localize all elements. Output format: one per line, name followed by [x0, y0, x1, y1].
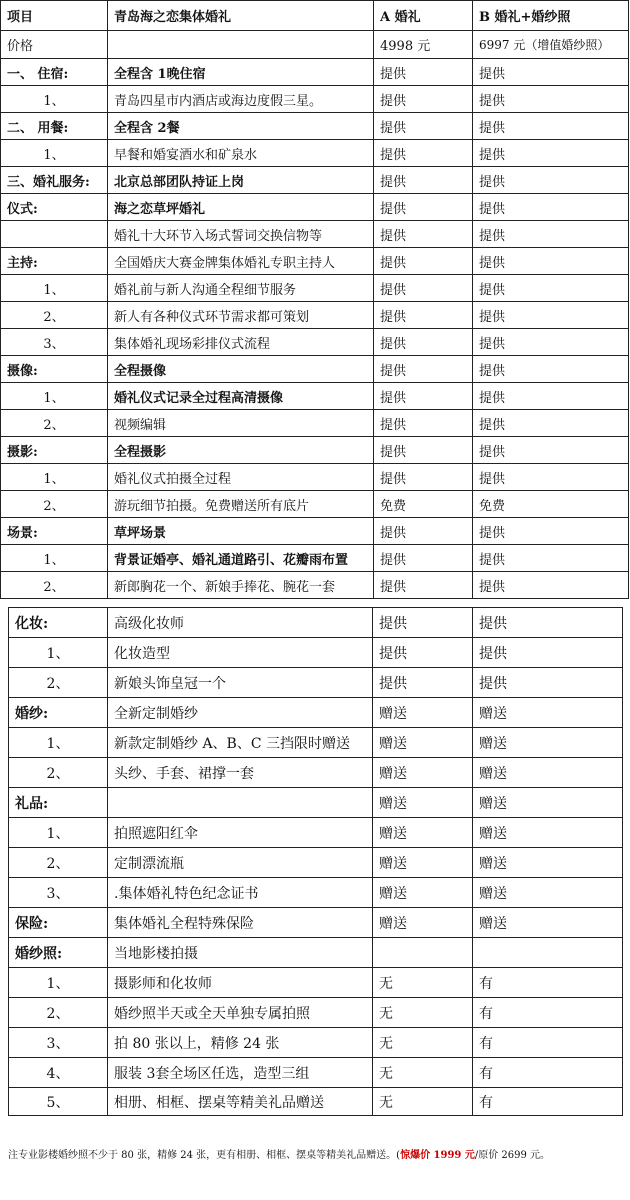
package-a-cell: 提供 — [374, 437, 473, 464]
table-row — [9, 998, 623, 1028]
package-a-cell: 赠送 — [373, 878, 473, 908]
table-row — [9, 878, 623, 908]
package-b-cell: 有 — [473, 1028, 623, 1058]
package-a-cell: 赠送 — [373, 788, 473, 818]
item-cell: 项目 — [1, 1, 108, 31]
item-cell: 4、 — [9, 1058, 108, 1088]
table-row — [9, 1088, 623, 1116]
table-header-row — [1, 1, 629, 31]
table-row — [1, 518, 629, 545]
package-b-cell: 有 — [473, 1088, 623, 1116]
package-b-cell: 提供 — [473, 221, 629, 248]
package-a-cell: 赠送 — [373, 698, 473, 728]
package-b-cell: 提供 — [473, 638, 623, 668]
description-cell: 定制漂流瓶 — [108, 848, 373, 878]
item-cell: 3、 — [1, 329, 108, 356]
item-cell: 2、 — [9, 758, 108, 788]
item-cell: 礼品: — [9, 788, 108, 818]
package-a-cell: 提供 — [374, 113, 473, 140]
description-cell: 集体婚礼现场彩排仪式流程 — [108, 329, 374, 356]
package-b-cell: 提供 — [473, 518, 629, 545]
item-cell: 2、 — [1, 302, 108, 329]
package-a-cell: 提供 — [374, 464, 473, 491]
table-row — [9, 1058, 623, 1088]
table-row — [9, 908, 623, 938]
description-cell: 婚礼前与新人沟通全程细节服务 — [108, 275, 374, 302]
package-a-cell: A 婚礼 — [374, 1, 473, 31]
package-b-cell: 赠送 — [473, 908, 623, 938]
table-row — [9, 968, 623, 998]
package-b-cell: 提供 — [473, 194, 629, 221]
table-row — [1, 167, 629, 194]
item-cell: 2、 — [1, 491, 108, 518]
package-b-cell: 赠送 — [473, 788, 623, 818]
package-a-cell: 提供 — [374, 221, 473, 248]
package-b-cell: 提供 — [473, 608, 623, 638]
item-cell: 摄像: — [1, 356, 108, 383]
package-b-cell: 提供 — [473, 302, 629, 329]
package-a-cell: 提供 — [374, 302, 473, 329]
table-row — [9, 1028, 623, 1058]
item-cell: 1、 — [9, 968, 108, 998]
table-row — [9, 848, 623, 878]
package-a-cell: 赠送 — [373, 908, 473, 938]
package-a-cell: 提供 — [373, 608, 473, 638]
table-row — [1, 194, 629, 221]
item-cell: 一、 住宿: — [1, 59, 108, 86]
package-a-cell: 提供 — [374, 194, 473, 221]
price-row — [1, 31, 629, 59]
description-cell: 拍 80 张以上，精修 24 张 — [108, 1028, 373, 1058]
item-cell: 婚纱: — [9, 698, 108, 728]
package-b-cell: 提供 — [473, 437, 629, 464]
table-row — [1, 302, 629, 329]
item-cell: 3、 — [9, 878, 108, 908]
item-cell: 化妆: — [9, 608, 108, 638]
package-a-cell: 4998 元 — [374, 31, 473, 59]
package-a-cell: 赠送 — [373, 758, 473, 788]
description-cell: 婚纱照半天或全天单独专属拍照 — [108, 998, 373, 1028]
table-row — [1, 545, 629, 572]
package-a-cell: 无 — [373, 998, 473, 1028]
item-cell: 仪式: — [1, 194, 108, 221]
description-cell: 化妆造型 — [108, 638, 373, 668]
package-table-upper — [0, 0, 629, 599]
item-cell: 3、 — [9, 1028, 108, 1058]
package-b-cell: 免费 — [473, 491, 629, 518]
item-cell: 三、婚礼服务: — [1, 167, 108, 194]
item-cell: 二、 用餐: — [1, 113, 108, 140]
table-row — [1, 248, 629, 275]
table-row — [1, 140, 629, 167]
description-cell — [108, 788, 373, 818]
item-cell: 1、 — [1, 275, 108, 302]
package-table-lower — [8, 607, 623, 1116]
package-a-cell: 提供 — [374, 86, 473, 113]
table-row — [1, 491, 629, 518]
package-b-cell: B 婚礼+婚纱照 — [473, 1, 629, 31]
item-cell: 场景: — [1, 518, 108, 545]
table-row — [9, 818, 623, 848]
description-cell: 游玩细节拍摄。免费赠送所有底片 — [108, 491, 374, 518]
package-b-cell: 提供 — [473, 86, 629, 113]
description-cell: .集体婚礼特色纪念证书 — [108, 878, 373, 908]
table-row — [1, 356, 629, 383]
package-b-cell: 赠送 — [473, 698, 623, 728]
item-cell: 摄影: — [1, 437, 108, 464]
item-cell: 1、 — [9, 638, 108, 668]
package-a-cell: 提供 — [374, 518, 473, 545]
description-cell — [108, 31, 374, 59]
description-cell: 全程含 2餐 — [108, 113, 374, 140]
item-cell: 5、 — [9, 1088, 108, 1116]
package-a-cell: 提供 — [374, 545, 473, 572]
package-a-cell: 提供 — [374, 140, 473, 167]
package-b-cell: 赠送 — [473, 758, 623, 788]
package-b-cell: 提供 — [473, 113, 629, 140]
package-b-cell: 提供 — [473, 248, 629, 275]
item-cell: 1、 — [1, 383, 108, 410]
description-cell: 全新定制婚纱 — [108, 698, 373, 728]
description-cell: 青岛海之恋集体婚礼 — [108, 1, 374, 31]
table-row — [9, 758, 623, 788]
package-b-cell: 有 — [473, 968, 623, 998]
table-row — [9, 698, 623, 728]
description-cell: 北京总部团队持证上岗 — [108, 167, 374, 194]
description-cell: 头纱、手套、裙撑一套 — [108, 758, 373, 788]
package-b-cell: 赠送 — [473, 728, 623, 758]
description-cell: 全国婚庆大赛金牌集体婚礼专职主持人 — [108, 248, 374, 275]
description-cell: 视频编辑 — [108, 410, 374, 437]
package-a-cell: 赠送 — [373, 848, 473, 878]
item-cell: 1、 — [1, 464, 108, 491]
item-cell: 1、 — [1, 86, 108, 113]
package-a-cell: 免费 — [374, 491, 473, 518]
footnote — [8, 1146, 622, 1161]
table-row — [9, 788, 623, 818]
package-b-cell: 提供 — [473, 464, 629, 491]
package-b-cell: 提供 — [473, 356, 629, 383]
package-b-cell: 赠送 — [473, 818, 623, 848]
package-b-cell: 有 — [473, 1058, 623, 1088]
table-row — [1, 329, 629, 356]
description-cell: 婚礼十大环节入场式誓词交换信物等 — [108, 221, 374, 248]
table-row — [1, 383, 629, 410]
package-a-cell: 提供 — [373, 638, 473, 668]
description-cell: 婚礼仪式拍摄全过程 — [108, 464, 374, 491]
table-row — [1, 572, 629, 599]
description-cell: 全程摄影 — [108, 437, 374, 464]
package-a-cell: 赠送 — [373, 728, 473, 758]
package-b-cell: 提供 — [473, 668, 623, 698]
package-b-cell: 提供 — [473, 140, 629, 167]
item-cell: 1、 — [1, 545, 108, 572]
package-a-cell: 提供 — [374, 275, 473, 302]
package-b-cell: 提供 — [473, 545, 629, 572]
description-cell: 相册、相框、摆桌等精美礼品赠送 — [108, 1088, 373, 1116]
description-cell: 当地影楼拍摄 — [108, 938, 373, 968]
description-cell: 新娘头饰皇冠一个 — [108, 668, 373, 698]
package-b-cell: 提供 — [473, 572, 629, 599]
package-a-cell: 提供 — [374, 167, 473, 194]
package-a-cell: 提供 — [374, 410, 473, 437]
package-a-cell: 无 — [373, 1088, 473, 1116]
item-cell: 2、 — [9, 668, 108, 698]
package-b-cell: 提供 — [473, 410, 629, 437]
table-row — [9, 728, 623, 758]
description-cell: 高级化妆师 — [108, 608, 373, 638]
description-cell: 全程摄像 — [108, 356, 374, 383]
package-b-cell: 赠送 — [473, 878, 623, 908]
description-cell: 集体婚礼全程特殊保险 — [108, 908, 373, 938]
item-cell: 1、 — [1, 140, 108, 167]
item-cell — [1, 221, 108, 248]
package-a-cell: 提供 — [374, 572, 473, 599]
footnote-text: 注专业影楼婚纱照不少于 80 张，精修 24 张，更有相册、相框、摆桌等精美礼品赠送。( — [8, 1150, 401, 1161]
description-cell: 青岛四星市内酒店或海边度假三星。 — [108, 86, 374, 113]
item-cell: 2、 — [1, 410, 108, 437]
description-cell: 新人有各种仪式环节需求都可策划 — [108, 302, 374, 329]
package-a-cell: 提供 — [374, 59, 473, 86]
table-row — [1, 59, 629, 86]
description-cell: 拍照遮阳红伞 — [108, 818, 373, 848]
description-cell: 摄影师和化妆师 — [108, 968, 373, 998]
package-a-cell: 无 — [373, 1028, 473, 1058]
item-cell: 婚纱照: — [9, 938, 108, 968]
table-row — [1, 221, 629, 248]
package-a-cell: 提供 — [374, 383, 473, 410]
footnote-original-price: /原价 2699 元。 — [474, 1150, 551, 1161]
package-a-cell: 赠送 — [373, 818, 473, 848]
item-cell: 2、 — [9, 848, 108, 878]
item-cell: 1、 — [9, 818, 108, 848]
package-a-cell: 无 — [373, 968, 473, 998]
description-cell: 新郎胸花一个、新娘手捧花、腕花一套 — [108, 572, 374, 599]
table-row — [1, 437, 629, 464]
table-row — [1, 464, 629, 491]
package-b-cell: 提供 — [473, 167, 629, 194]
table-row — [9, 638, 623, 668]
table-row — [1, 275, 629, 302]
package-a-cell: 无 — [373, 1058, 473, 1088]
package-b-cell: 提供 — [473, 383, 629, 410]
description-cell: 早餐和婚宴酒水和矿泉水 — [108, 140, 374, 167]
description-cell: 新款定制婚纱 A、B、C 三挡限时赠送 — [108, 728, 373, 758]
table-row — [9, 938, 623, 968]
description-cell: 背景证婚亭、婚礼通道路引、花瓣雨布置 — [108, 545, 374, 572]
footnote-promo-price: 惊爆价 1999 元 — [400, 1150, 475, 1161]
table-row — [1, 113, 629, 140]
package-b-cell — [473, 938, 623, 968]
description-cell: 全程含 1晚住宿 — [108, 59, 374, 86]
item-cell: 1、 — [9, 728, 108, 758]
table-row — [9, 668, 623, 698]
item-cell: 2、 — [9, 998, 108, 1028]
table-row — [9, 608, 623, 638]
package-a-cell: 提供 — [373, 668, 473, 698]
description-cell: 服装 3套全场区任选，造型三组 — [108, 1058, 373, 1088]
package-b-cell: 提供 — [473, 59, 629, 86]
table-row — [1, 86, 629, 113]
package-b-cell: 提供 — [473, 275, 629, 302]
item-cell: 2、 — [1, 572, 108, 599]
package-a-cell — [373, 938, 473, 968]
table-row — [1, 410, 629, 437]
description-cell: 海之恋草坪婚礼 — [108, 194, 374, 221]
description-cell: 草坪场景 — [108, 518, 374, 545]
package-b-cell: 有 — [473, 998, 623, 1028]
item-cell: 保险: — [9, 908, 108, 938]
package-a-cell: 提供 — [374, 248, 473, 275]
package-a-cell: 提供 — [374, 329, 473, 356]
package-a-cell: 提供 — [374, 356, 473, 383]
description-cell: 婚礼仪式记录全过程高清摄像 — [108, 383, 374, 410]
item-cell: 价格 — [1, 31, 108, 59]
item-cell: 主持: — [1, 248, 108, 275]
package-b-cell: 6997 元（增值婚纱照） — [473, 31, 629, 59]
package-b-cell: 赠送 — [473, 848, 623, 878]
package-b-cell: 提供 — [473, 329, 629, 356]
